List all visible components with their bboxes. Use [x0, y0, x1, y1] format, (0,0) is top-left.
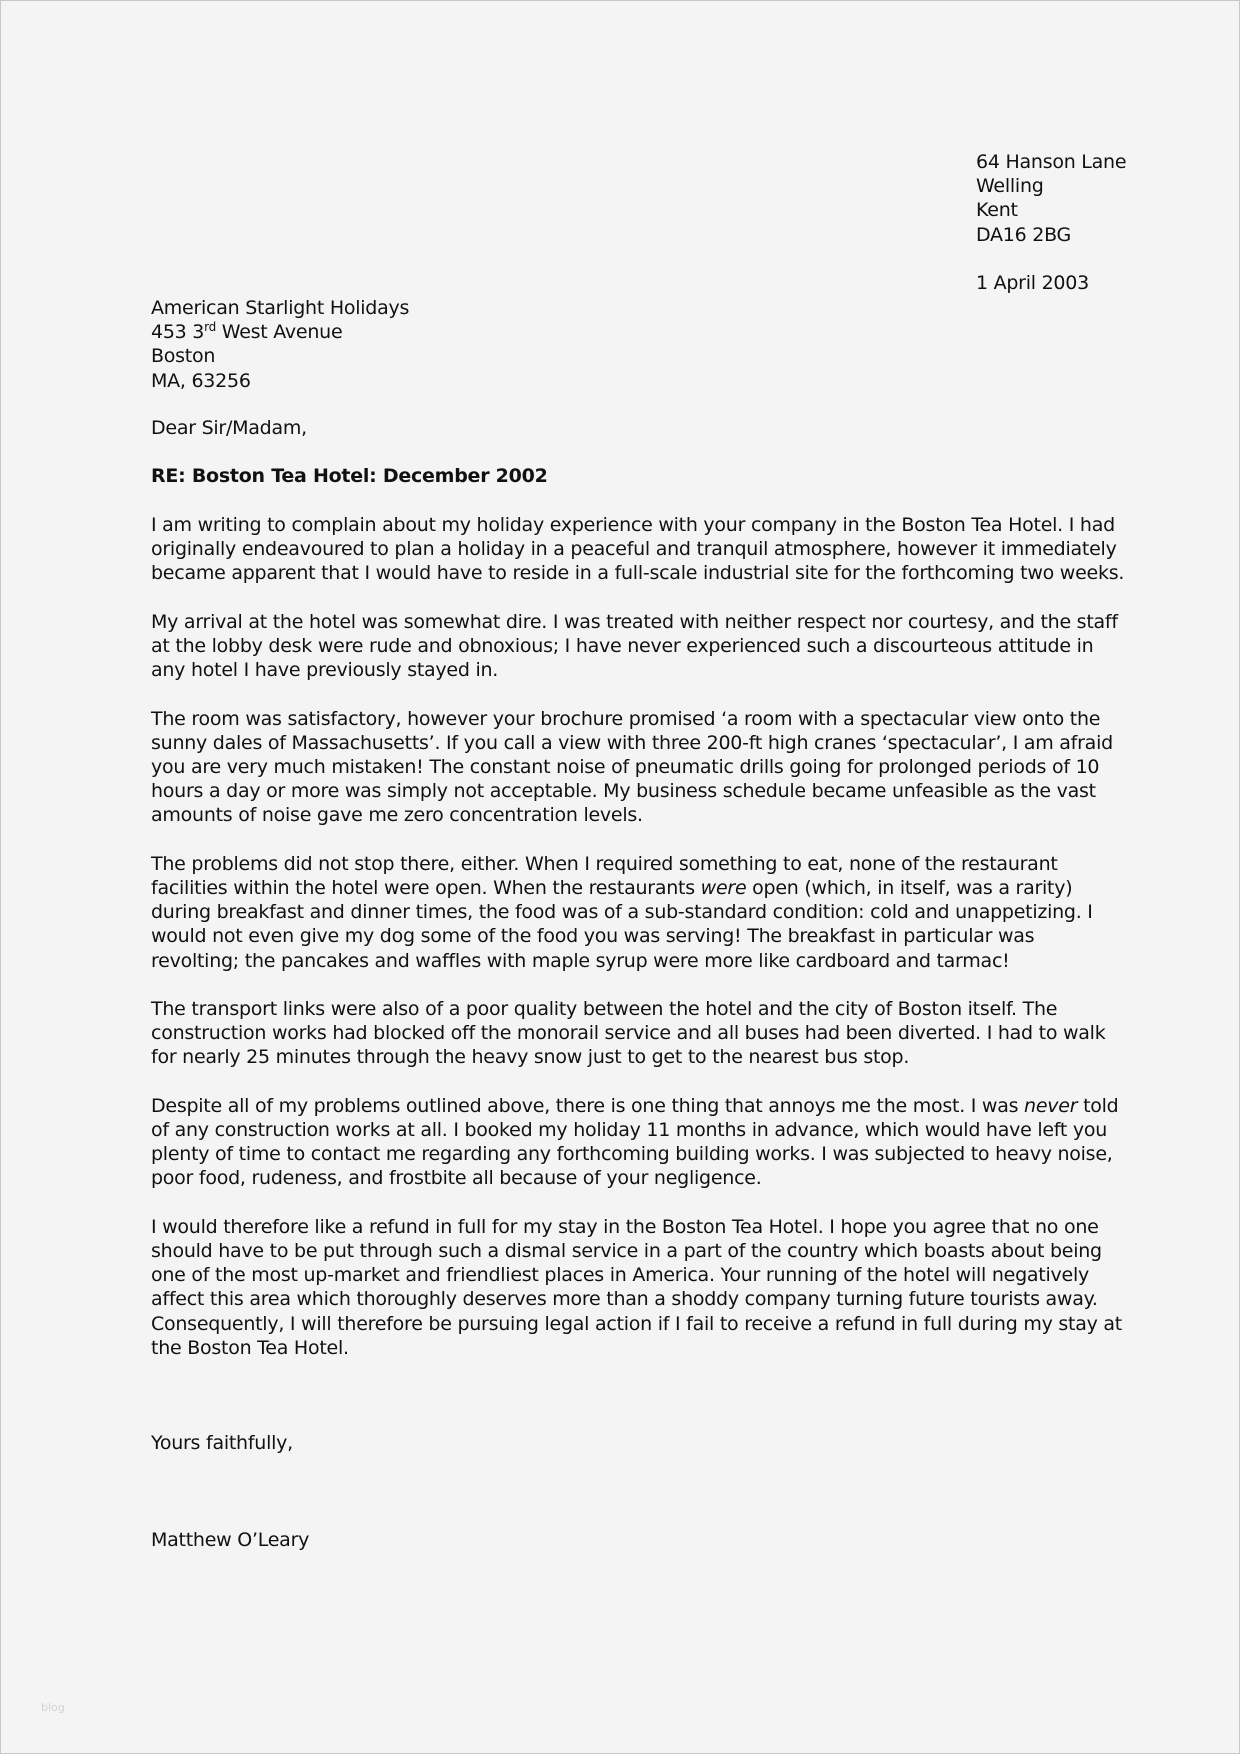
sender-address-line: DA16 2BG: [976, 223, 1072, 246]
body-paragraph: I would therefore like a refund in full for my stay in the Boston Tea Hotel. I hope you agree that no one should have to be put through such a dismal service in a part of the country which boasts about being one of the most up-market and friendliest places in America. Your running of the hotel will negatively affect this area which thoroughly deserves more than a shoddy company turning future tourists away. Consequently, I will therefore be pursuing legal action if I fail to receive a refund in full during my stay at the Boston Tea Hotel.: [151, 1215, 1122, 1359]
recipient-street: [151, 320, 409, 344]
body-paragraph: The transport links were also of a poor quality between the hotel and the city of Boston itself. The construction works had blocked off the monorail service and all buses had been diverted. I had to walk for nearly 25 minutes through the heavy snow just to get to the nearest bus stop.: [151, 998, 1106, 1069]
recipient-address: [151, 296, 409, 393]
subject-line: RE: Boston Tea Hotel: December 2002: [151, 465, 548, 487]
paragraph-text: told of any construction works at all. I booked my holiday 11 months in advance, which would have left you plenty of time to contact me regarding any forthcoming building works. I was subjected to heavy noise, poor food, rudeness, and frostbite all because of your negligence.: [151, 1094, 1119, 1190]
paragraph-text: Despite all of my problems outlined above, there is one thing that annoys me the most. I was: [151, 1094, 1025, 1117]
recipient-city: Boston: [151, 345, 216, 368]
signature-name: Matthew O’Leary: [151, 1529, 310, 1551]
street-number: 453 3: [151, 321, 205, 344]
paragraph-text: open (which, in itself, was a rarity) during breakfast and dinner times, the food was of a sub-standard condition: cold and unappetizing. I would not even give my dog some of the food you was serving! The breakfast in particular was revolting; the pancakes and waffles with maple syrup were more like cardboard and tarmac!: [151, 877, 1093, 972]
body-paragraph: [151, 1094, 1126, 1191]
letter-body: [151, 513, 1126, 1384]
emphasized-text: were: [700, 877, 747, 899]
body-paragraph: [151, 852, 1126, 973]
letter-date: 1 April 2003: [976, 272, 1089, 294]
street-ordinal-suffix: rd: [204, 320, 216, 335]
body-paragraph: I am writing to complain about my holiday experience with your company in the Boston Tea Hotel. I had originally endeavoured to plan a holiday in a peaceful and tranquil atmosphere, however it immediately became apparent that I would have to reside in a full-scale industrial site for the forthcoming two weeks.: [151, 514, 1125, 585]
sender-address-line: Kent: [976, 199, 1018, 222]
emphasized-text: never: [1024, 1094, 1078, 1117]
sender-address: [976, 150, 1126, 295]
street-name: West Avenue: [216, 321, 343, 344]
body-paragraph: The room was satisfactory, however your brochure promised ‘a room with a spectacular view onto the sunny dales of Massachusetts’. If you call a view with three 200-ft high cranes ‘spectacular’, I am afraid you are very much mistaken! The constant noise of pneumatic drills going for prolonged periods of 10 hours a day or more was simply not acceptable. My business schedule became unfeasible as the vast amounts of noise gave me zero concentration levels.: [151, 707, 1113, 827]
watermark: blog: [41, 1701, 65, 1714]
recipient-company: American Starlight Holidays: [151, 297, 410, 319]
recipient-state-zip: MA, 63256: [151, 369, 251, 392]
body-paragraph: My arrival at the hotel was somewhat dire. I was treated with neither respect nor courtesy, and the staff at the lobby desk were rude and obnoxious; I have never experienced such a discourteous attitude in any hotel I have previously stayed in.: [151, 610, 1118, 682]
salutation: Dear Sir/Madam,: [151, 417, 307, 439]
paragraph-text: The problems did not stop there, either. When I required something to eat, none of the restaurant facilities within the hotel were open. When the restaurants: [151, 852, 1058, 899]
sender-address-line: 64 Hanson Lane: [976, 151, 1127, 173]
sender-address-line: Welling: [976, 175, 1044, 198]
closing: Yours faithfully,: [151, 1432, 293, 1454]
